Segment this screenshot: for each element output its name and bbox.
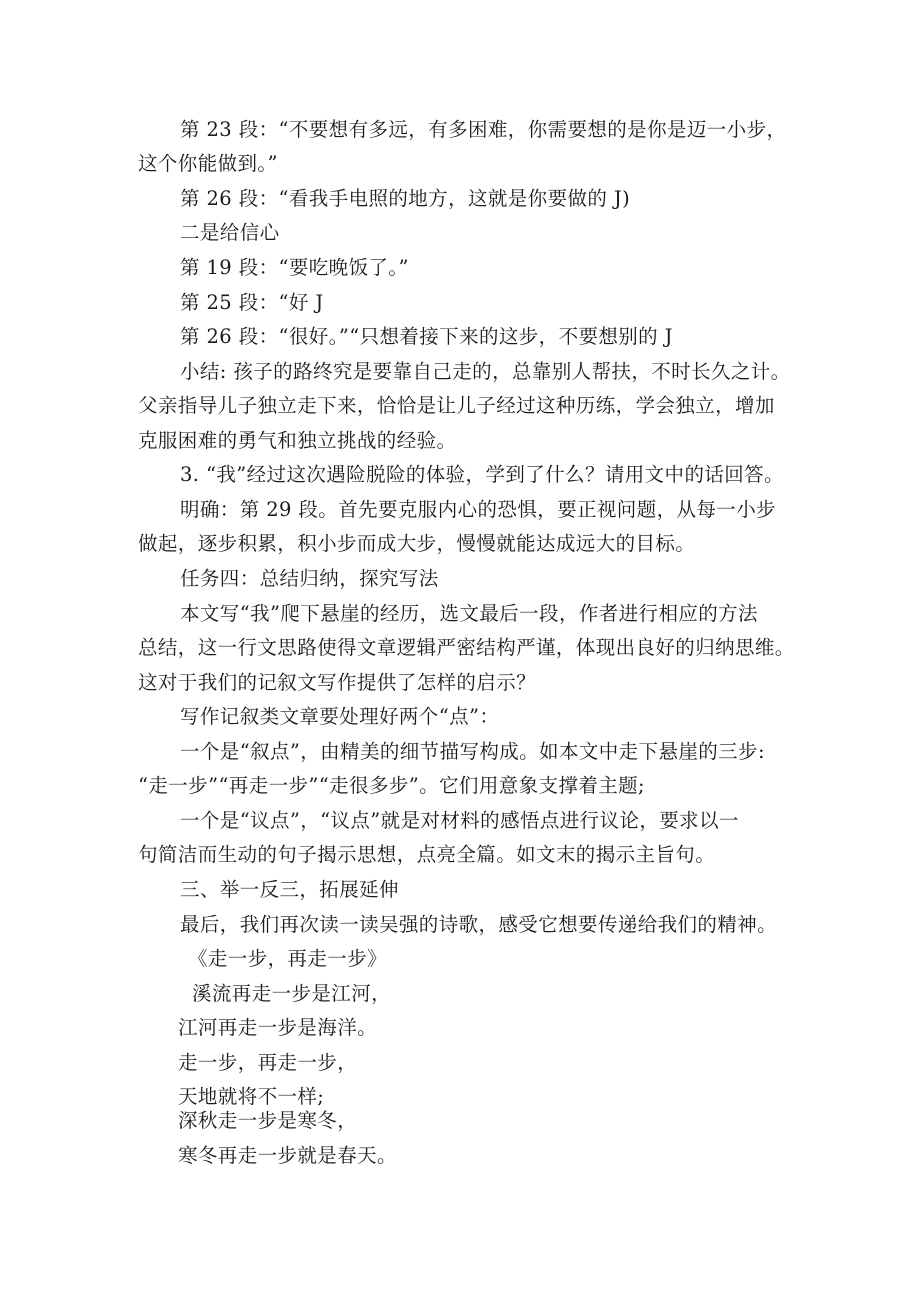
paragraph-line: 这对于我们的记叙文写作提供了怎样的启示？ xyxy=(138,671,537,694)
poem-line: 深秋走一步是寒冬， xyxy=(178,1109,358,1132)
section-heading: 二是给信心 xyxy=(180,221,280,244)
paragraph-line: 这个你能做到。” xyxy=(138,152,278,175)
question-line: 3. “我”经过这次遇险脱险的体验，学到了什么？请用文中的话回答。 xyxy=(180,463,784,486)
poem-line: 江河再走一步是海洋。 xyxy=(178,1016,378,1039)
section-heading: 三、举一反三，拓展延伸 xyxy=(180,878,399,901)
poem-line: 寒冬再走一步就是春天。 xyxy=(178,1144,397,1167)
poem-line: 天地就将不一样; xyxy=(178,1085,325,1108)
paragraph-line: 第 19 段：“要吃晚饭了。” xyxy=(180,256,409,279)
paragraph-line: 句简洁而生动的句子揭示思想，点亮全篇。如文末的揭示主旨句。 xyxy=(138,843,716,866)
paragraph-line: 明确：第 29 段。首先要克服内心的恐惧，要正视问题，从每一小步 xyxy=(180,498,777,521)
paragraph-line: 一个是“议点”，“议点”就是对材料的感悟点进行议论，要求以一 xyxy=(180,809,739,832)
paragraph-line: 第 23 段：“不要想有多远，有多困难，你需要想的是你是迈一小步， xyxy=(180,118,787,141)
paragraph-line: 总结，这一行文思路使得文章逻辑严密结构严谨，体现出良好的归纳思维。 xyxy=(138,636,795,659)
paragraph-line: 第 26 段：“很好。”“只想着接下来的这步，不要想别的 J xyxy=(180,325,673,348)
paragraph-line: 一个是“叙点”，由精美的细节描写构成。如本文中走下悬崖的三步: xyxy=(180,740,765,763)
poem-title: 《走一步，再走一步》 xyxy=(188,947,388,970)
paragraph-line: 做起，逐步积累，积小步而成大步，慢慢就能达成远大的目标。 xyxy=(138,532,696,555)
paragraph-line: 父亲指导儿子独立走下来，恰恰是让儿子经过这种历练，学会独立，增加 xyxy=(138,394,775,417)
poem-line: 溪流再走一步是江河， xyxy=(192,982,392,1005)
paragraph-line: 克服困难的勇气和独立挑战的经验。 xyxy=(138,429,457,452)
poem-line: 走一步，再走一步， xyxy=(178,1051,358,1074)
paragraph-line: 最后，我们再次读一读吴强的诗歌，感受它想要传递给我们的精神。 xyxy=(180,913,778,936)
paragraph-line: 本文写“我”爬下悬崖的经历，选文最后一段，作者进行相应的方法 xyxy=(180,602,758,625)
paragraph-line: 写作记叙类文章要处理好两个“点”： xyxy=(180,705,500,728)
section-heading: 任务四：总结归纳，探究写法 xyxy=(180,567,439,590)
paragraph-line: 小结: 孩子的路终究是要靠自己走的，总靠别人帮扶，不时长久之计。 xyxy=(180,360,791,383)
paragraph-line: “走一步”“再走一步”“走很多步”。它们用意象支撑着主题; xyxy=(138,774,645,797)
paragraph-line: 第 25 段：“好 J xyxy=(180,291,324,314)
paragraph-line: 第 26 段：“看我手电照的地方，这就是你要做的 J) xyxy=(180,187,631,210)
